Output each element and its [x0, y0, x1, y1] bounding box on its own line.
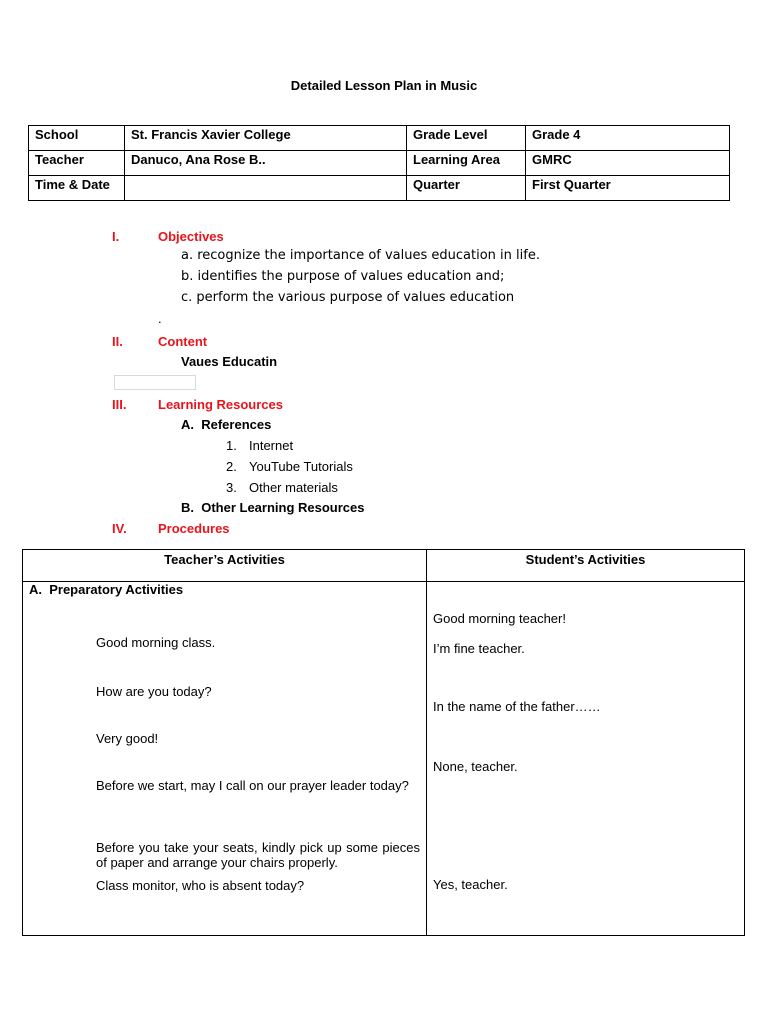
procedures-heading: Procedures	[158, 521, 230, 536]
column-divider	[426, 550, 427, 935]
student-line: Yes, teacher.	[433, 877, 508, 892]
references-label: A. References	[181, 417, 272, 432]
objectives-numeral: I.	[112, 229, 120, 244]
reference-number-3: 3.	[226, 480, 237, 495]
info-label-time-date: Time & Date	[29, 176, 125, 201]
info-label-school: School	[29, 126, 125, 151]
empty-text-box	[114, 375, 196, 390]
reference-number-2: 2.	[226, 459, 237, 474]
objective-item-c: c. perform the various purpose of values education	[181, 290, 515, 305]
info-value-school: St. Francis Xavier College	[125, 126, 407, 151]
header-teacher-activities: Teacher’s Activities	[164, 552, 285, 567]
student-line: Good morning teacher!	[433, 611, 566, 626]
info-value-teacher: Danuco, Ana Rose B..	[125, 151, 407, 176]
stray-dot: .	[158, 311, 162, 326]
other-resources-label: B. Other Learning Resources	[181, 500, 365, 515]
info-label-quarter: Quarter	[407, 176, 526, 201]
objective-item-b: b. identifies the purpose of values education and;	[181, 269, 505, 284]
info-value-learning-area: GMRC	[526, 151, 730, 176]
reference-item-1: Internet	[249, 438, 294, 453]
info-row-school	[29, 126, 730, 151]
teacher-line: Class monitor, who is absent today?	[96, 878, 305, 893]
teacher-line: Before we start, may I call on our prayer leader today?	[96, 778, 409, 793]
info-row-time-date	[29, 176, 730, 201]
content-text: Vaues Educatin	[181, 354, 278, 369]
objectives-heading: Objectives	[158, 229, 224, 244]
student-line: In the name of the father……	[433, 699, 601, 714]
teacher-line: Before you take your seats, kindly pick up some pieces of paper and arrange your chairs properly.	[96, 840, 420, 870]
procedures-numeral: IV.	[112, 521, 127, 536]
teacher-line: How are you today?	[96, 684, 212, 699]
content-numeral: II.	[112, 334, 123, 349]
info-row-teacher	[29, 151, 730, 176]
info-value-quarter: First Quarter	[526, 176, 730, 201]
info-label-teacher: Teacher	[29, 151, 125, 176]
preparatory-activities-label: A. Preparatory Activities	[29, 582, 184, 597]
info-label-learning-area: Learning Area	[407, 151, 526, 176]
student-line: I’m fine teacher.	[433, 641, 525, 656]
objective-item-a: a. recognize the importance of values education in life.	[181, 248, 540, 263]
reference-item-3: Other materials	[249, 480, 338, 495]
reference-item-2: YouTube Tutorials	[249, 459, 353, 474]
lesson-info-table	[28, 125, 730, 201]
content-heading: Content	[158, 334, 208, 349]
teacher-line: Good morning class.	[96, 635, 216, 650]
resources-heading: Learning Resources	[158, 397, 283, 412]
info-label-grade-level: Grade Level	[407, 126, 526, 151]
reference-number-1: 1.	[226, 438, 237, 453]
info-value-time-date	[125, 176, 407, 201]
document-title: Detailed Lesson Plan in Music	[290, 78, 478, 93]
procedures-table	[22, 549, 745, 936]
resources-numeral: III.	[112, 397, 127, 412]
teacher-line: Very good!	[96, 731, 159, 746]
info-value-grade-level: Grade 4	[526, 126, 730, 151]
header-student-activities: Student’s Activities	[525, 552, 646, 567]
student-line: None, teacher.	[433, 759, 518, 774]
